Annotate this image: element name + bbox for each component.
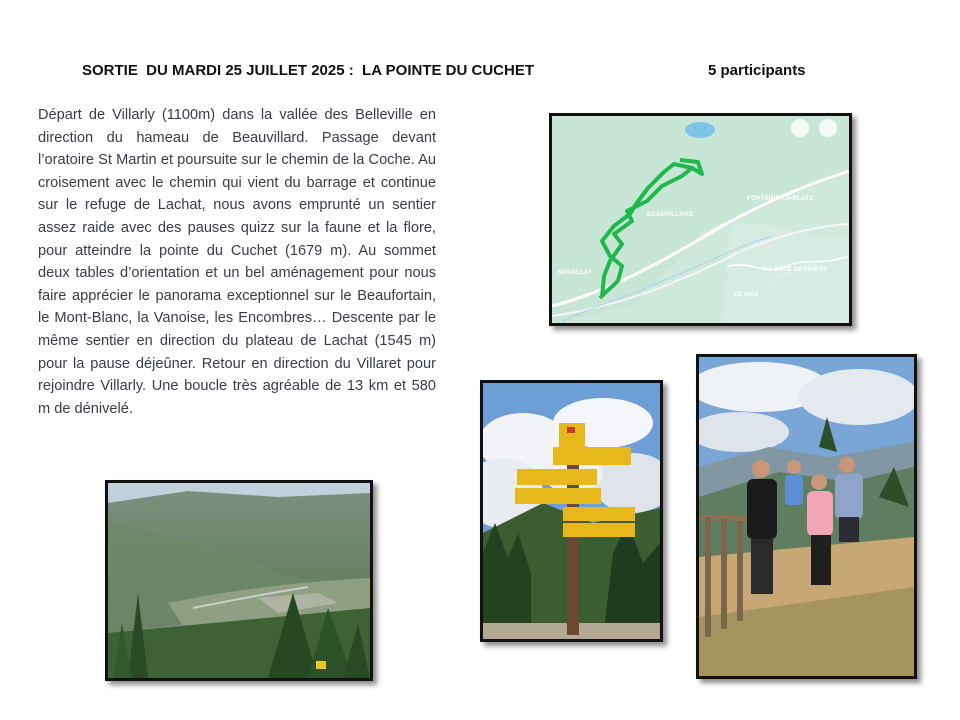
route-map-drawing (552, 116, 849, 323)
map-label-le-mas: LE MAS (734, 292, 759, 298)
map-label-novallay: NOVALLAY (558, 270, 593, 276)
map-label-fontaine: FONTAINE-LA-PLATE (747, 196, 814, 202)
outing-description: Départ de Villarly (1100m) dans la vallée des Belleville en direction du hameau de Beauvillard. Passage devant l’oratoire St Martin et poursuite sur le chemin de la Coche. Au croisement avec le chemin qui vient du barrage et continue sur le refuge de Lachat, nous avons emprunté un sentier assez raide avec des pauses quizz sur la faune et la flore, pour atteindre la pointe du Cuchet (1679 m). Au sommet deux tables d’orientation et un bel aménagement pour nous faire apprécier le panorama exceptionnel sur le Beaufortain, le Mont-Blanc, la Vanoise, les Encombres… Descente par le même sentier en direction du plateau de Lachat (1545 m) pour la pause déjeûner. Retour en direction du Villaret pour rejoindre Villarly. Une boucle très agréable de 13 km et 580 m de dénivelé. (38, 107, 436, 417)
slide-title: SORTIE DU MARDI 25 JUILLET 2025 : LA POINTE DU CUCHET (82, 62, 534, 79)
signpost-photo (480, 380, 663, 642)
signpost-photo-drawing (483, 383, 660, 639)
group-photo (696, 354, 917, 679)
group-photo-drawing (699, 357, 914, 676)
valley-photo (105, 480, 373, 681)
map-label-beauvillard: BEAUVILLARD (647, 212, 694, 218)
participants-count: 5 participants (708, 62, 806, 79)
valley-photo-drawing (108, 483, 370, 678)
map-label-cote-derriere: LA CÔTE DERRIÈRE (764, 267, 828, 273)
route-map (549, 113, 852, 326)
